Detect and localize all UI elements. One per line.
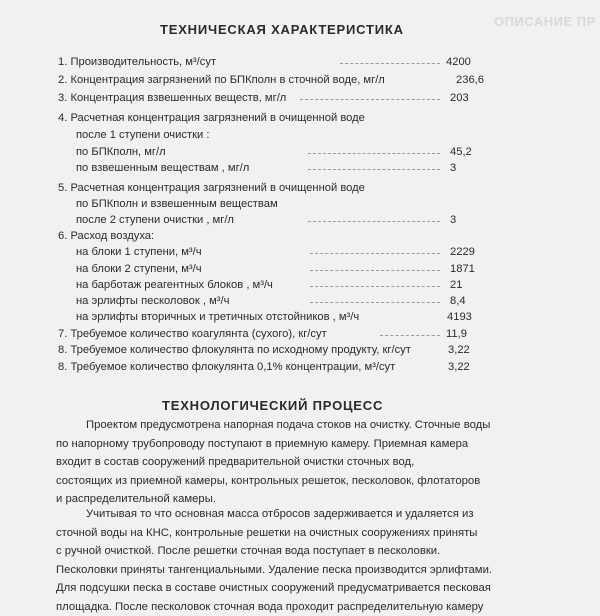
leader-dots — [340, 63, 440, 64]
spec-label: на эрлифты вторичных и третичных отстойников , м³/ч — [76, 309, 359, 325]
tech-process-heading: ТЕХНОЛОГИЧЕСКИЙ ПРОЦЕСС — [162, 398, 383, 413]
leader-dots — [380, 335, 440, 336]
spec-row — [0, 110, 600, 126]
spec-label: по БПКполн и взвешенным веществам — [76, 196, 278, 212]
spec-row — [0, 127, 600, 143]
spec-value: 8,4 — [450, 293, 466, 309]
paragraph-line: и распределительной камеры. — [56, 490, 536, 509]
spec-row — [0, 160, 600, 176]
paragraph-line: Для подсушки песка в составе очистных сооружений предусматривается песковая — [56, 579, 536, 598]
spec-row — [0, 359, 600, 375]
spec-value: 11,9 — [446, 326, 467, 342]
spec-row — [0, 196, 600, 212]
paragraph-line: с ручной очисткой. После решетки сточная вода поступает в песколовки. — [56, 542, 536, 561]
leader-dots — [300, 99, 440, 100]
paragraph-line: Песколовки приняты тангенциальными. Удаление песка производится эрлифтами. — [56, 561, 536, 580]
spec-label: по взвешенным веществам , мг/л — [76, 160, 249, 176]
leader-dots — [310, 286, 440, 287]
spec-label: после 2 ступени очистки , мг/л — [76, 212, 234, 228]
leader-dots — [310, 302, 440, 303]
paragraph-line: по напорному трубопроводу поступают в приемную камеру. Приемная камера — [56, 435, 536, 454]
leader-dots — [308, 221, 440, 222]
process-paragraph-2 — [56, 505, 536, 616]
process-paragraph-1 — [56, 416, 536, 509]
paragraph-line: Проектом предусмотрена напорная подача стоков на очистку. Сточные воды — [56, 416, 536, 435]
paragraph-line: Учитывая то что основная масса отбросов задерживается и удаляется из — [56, 505, 536, 524]
spec-row — [0, 180, 600, 196]
spec-value: 4193 — [447, 309, 472, 325]
spec-label: после 1 ступени очистки : — [76, 127, 209, 143]
spec-value: 1871 — [450, 261, 475, 277]
bleed-through-heading: ОПИСАНИЕ ПР — [494, 14, 596, 29]
spec-value: 3,22 — [448, 359, 470, 375]
spec-row — [0, 326, 600, 342]
spec-row — [0, 342, 600, 358]
spec-row — [0, 277, 600, 293]
spec-label: 5. Расчетная концентрация загрязнений в очищенной воде — [58, 180, 365, 196]
tech-characteristics-heading: ТЕХНИЧЕСКАЯ ХАРАКТЕРИСТИКА — [160, 22, 404, 37]
spec-value: 4200 — [446, 54, 471, 70]
spec-label: 8. Требуемое количество флокулянта по исходному продукту, кг/сут — [58, 342, 411, 358]
spec-label: на блоки 2 ступени, м³/ч — [76, 261, 202, 277]
spec-row — [0, 309, 600, 325]
spec-row — [0, 72, 600, 88]
spec-row — [0, 212, 600, 228]
spec-label: на блоки 1 ступени, м³/ч — [76, 244, 202, 260]
spec-label: на барботаж реагентных блоков , м³/ч — [76, 277, 273, 293]
paragraph-line: площадка. После песколовок сточная вода проходит распределительную камеру — [56, 598, 536, 616]
spec-value: 45,2 — [450, 144, 472, 160]
spec-value: 203 — [450, 90, 469, 106]
spec-row — [0, 244, 600, 260]
spec-label: на эрлифты песколовок , м³/ч — [76, 293, 229, 309]
spec-value: 21 — [450, 277, 462, 293]
paragraph-line: состоящих из приемной камеры, контрольных решеток, песколовок, флотаторов — [56, 472, 536, 491]
spec-label: 8. Требуемое количество флокулянта 0,1% концентрации, м³/сут — [58, 359, 395, 375]
spec-row — [0, 90, 600, 106]
spec-label: по БПКполн, мг/л — [76, 144, 166, 160]
leader-dots — [308, 169, 440, 170]
spec-value: 3,22 — [448, 342, 470, 358]
spec-value: 2229 — [450, 244, 475, 260]
spec-value: 236,6 — [456, 72, 484, 88]
spec-row — [0, 54, 600, 70]
spec-label: 4. Расчетная концентрация загрязнений в очищенной воде — [58, 110, 365, 126]
spec-label: 7. Требуемое количество коагулянта (сухого), кг/сут — [58, 326, 327, 342]
spec-value: 3 — [450, 160, 456, 176]
spec-label: 2. Концентрация загрязнений по БПКполн в сточной воде, мг/л — [58, 72, 385, 88]
spec-label: 1. Производительность, м³/сут — [58, 54, 216, 70]
paragraph-line: входит в состав сооружений предварительной очистки сточных вод, — [56, 453, 536, 472]
spec-value: 3 — [450, 212, 456, 228]
spec-row — [0, 228, 600, 244]
spec-row — [0, 293, 600, 309]
leader-dots — [310, 270, 440, 271]
spec-row — [0, 144, 600, 160]
spec-label: 3. Концентрация взвешенных веществ, мг/л — [58, 90, 286, 106]
leader-dots — [310, 253, 440, 254]
spec-label: 6. Расход воздуха: — [58, 228, 154, 244]
spec-row — [0, 261, 600, 277]
leader-dots — [308, 153, 440, 154]
paragraph-line: сточной воды на КНС, контрольные решетки на очистных сооружениях приняты — [56, 524, 536, 543]
